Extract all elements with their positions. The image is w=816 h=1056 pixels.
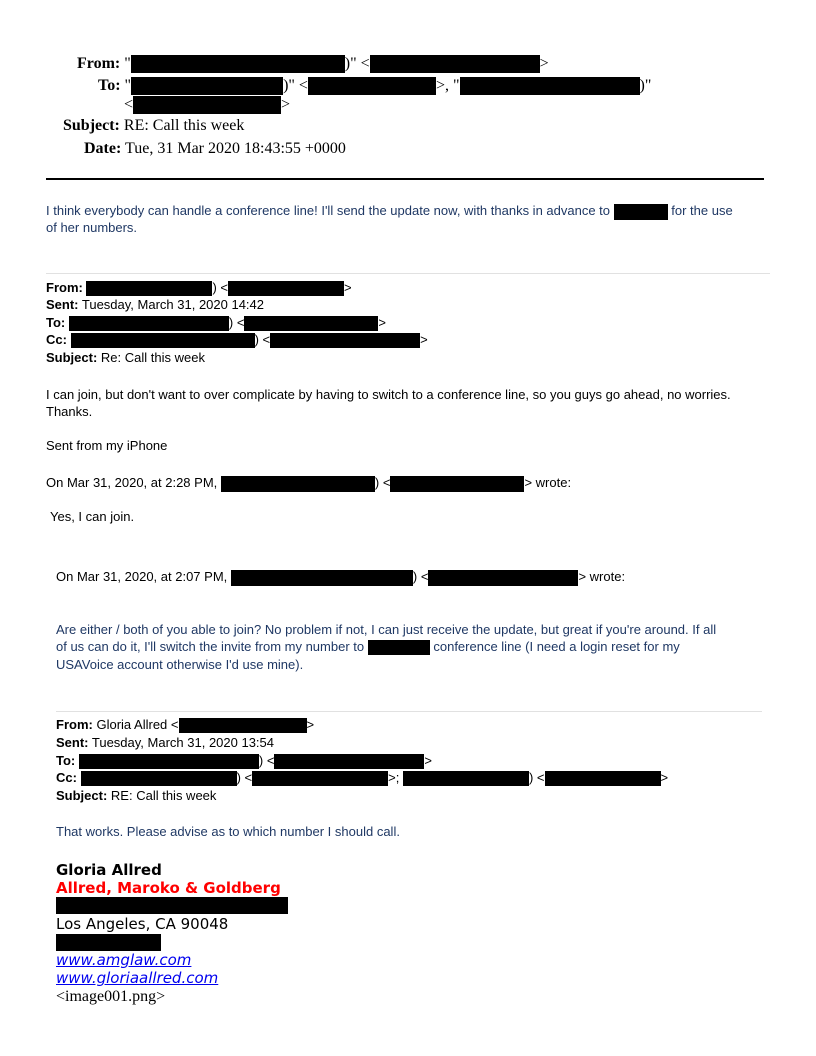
quote2-body-line3: USAVoice account otherwise I'd use mine). bbox=[56, 657, 304, 672]
email2-to-label: To: bbox=[46, 315, 66, 330]
section-divider bbox=[56, 711, 762, 712]
redacted-block bbox=[221, 476, 375, 492]
header-date-label: Date: bbox=[84, 140, 122, 157]
redacted-block bbox=[308, 77, 436, 95]
signature-name: Gloria Allred bbox=[56, 861, 162, 879]
amglaw-link[interactable]: www.amglaw.com bbox=[56, 951, 192, 969]
redacted-block bbox=[56, 934, 161, 951]
header-subject-label: Subject: bbox=[63, 117, 120, 134]
header-to-row-continued: < > bbox=[124, 96, 291, 113]
email3-from-label: From: bbox=[56, 717, 93, 732]
header-to-row: To: " )" < >, " )" bbox=[98, 77, 652, 94]
redacted-block bbox=[614, 204, 668, 220]
email3-body: That works. Please advise as to which number I should call. bbox=[56, 824, 400, 839]
email3-sent-value: Tuesday, March 31, 2020 13:54 bbox=[91, 735, 275, 750]
email3-subject-row bbox=[56, 787, 216, 804]
email2-cc-label: Cc: bbox=[46, 332, 67, 347]
redacted-block bbox=[86, 281, 212, 296]
signature-address-redacted bbox=[56, 896, 288, 914]
redacted-block bbox=[179, 718, 307, 733]
redacted-block bbox=[252, 771, 388, 786]
email3-to-label: To: bbox=[56, 753, 76, 768]
header-subject-value: RE: Call this week bbox=[123, 117, 245, 134]
redacted-block bbox=[390, 476, 524, 492]
email2-body-line1: I can join, but don't want to over complicate by having to switch to a conference line, so you guys go ahead, no worries. bbox=[46, 387, 731, 402]
email2-body-line2: Thanks. bbox=[46, 404, 93, 419]
reply1-text: I think everybody can handle a conference line! I'll send the update now, with thanks in advance to bbox=[46, 203, 611, 218]
redacted-block bbox=[81, 771, 237, 786]
redacted-block bbox=[69, 316, 229, 331]
redacted-block bbox=[274, 754, 424, 769]
email3-sent-label: Sent: bbox=[56, 735, 89, 750]
redacted-block bbox=[228, 281, 344, 296]
email2-subject-row bbox=[46, 349, 205, 366]
redacted-block bbox=[428, 570, 578, 586]
quote1-body: Yes, I can join. bbox=[50, 509, 135, 524]
email2-sent-row bbox=[46, 296, 264, 313]
redacted-block bbox=[368, 640, 430, 655]
gloriaallred-link[interactable]: www.gloriaallred.com bbox=[56, 969, 219, 987]
email3-to-row: To: ) < > bbox=[56, 753, 433, 768]
email2-from-row: From: ) < > bbox=[46, 280, 352, 295]
email2-sent-label: Sent: bbox=[46, 297, 79, 312]
email2-cc-row: Cc: ) < > bbox=[46, 332, 428, 347]
redacted-block bbox=[131, 55, 345, 73]
redacted-block bbox=[231, 570, 413, 586]
redacted-block bbox=[460, 77, 640, 95]
reply1-line2 bbox=[46, 219, 137, 236]
redacted-block bbox=[71, 333, 255, 348]
email2-subject-value: Re: Call this week bbox=[100, 350, 205, 365]
email2-from-label: From: bbox=[46, 280, 83, 295]
signature-phone-redacted bbox=[56, 933, 161, 951]
reply1-text: for the use bbox=[671, 203, 733, 218]
email2-signature: Sent from my iPhone bbox=[46, 438, 168, 453]
email3-sent-row bbox=[56, 734, 274, 751]
redacted-block bbox=[545, 771, 661, 786]
signature-city: Los Angeles, CA 90048 bbox=[56, 915, 229, 933]
email3-cc-row: Cc: ) < >; ) < > bbox=[56, 770, 669, 785]
email3-cc-label: Cc: bbox=[56, 770, 77, 785]
header-to-label: To: bbox=[98, 77, 121, 94]
redacted-block bbox=[403, 771, 529, 786]
email2-to-row: To: ) < > bbox=[46, 315, 387, 330]
quote1-attribution: On Mar 31, 2020, at 2:28 PM, ) < > wrote: bbox=[46, 475, 572, 490]
email3-from-row: From: Gloria Allred < > bbox=[56, 717, 315, 732]
email3-subject-value: RE: Call this week bbox=[110, 788, 217, 803]
email2-subject-label: Subject: bbox=[46, 350, 98, 365]
redacted-block bbox=[270, 333, 420, 348]
header-from-row: From: " )" < > bbox=[77, 55, 549, 72]
header-divider bbox=[46, 178, 764, 180]
redacted-block bbox=[131, 77, 283, 95]
header-date-value: Tue, 31 Mar 2020 18:43:55 +0000 bbox=[125, 140, 346, 157]
redacted-block bbox=[79, 754, 259, 769]
section-divider bbox=[46, 273, 770, 274]
header-subject-row bbox=[63, 116, 244, 136]
signature-link-gloriaallred bbox=[56, 969, 218, 987]
quote2-body-line1: Are either / both of you able to join? No problem if not, I can just receive the update, but great if you're around. If all bbox=[56, 622, 717, 637]
reply1-text: of her numbers. bbox=[46, 220, 138, 235]
redacted-block bbox=[244, 316, 378, 331]
quote2-attribution: On Mar 31, 2020, at 2:07 PM, ) < > wrote: bbox=[56, 569, 626, 584]
redacted-block bbox=[56, 897, 288, 914]
signature-link-amglaw bbox=[56, 951, 191, 969]
quote: " bbox=[124, 55, 131, 72]
email3-from-value: Gloria Allred bbox=[96, 717, 168, 732]
header-date-row bbox=[84, 139, 346, 159]
attachment-placeholder: <image001.png> bbox=[56, 988, 166, 1005]
quote2-body-line2: of us can do it, I'll switch the invite from my number to conference line (I need a login reset for my bbox=[56, 639, 680, 654]
email2-sent-value: Tuesday, March 31, 2020 14:42 bbox=[81, 297, 265, 312]
signature-firm: Allred, Maroko & Goldberg bbox=[56, 879, 281, 897]
redacted-block bbox=[370, 55, 540, 73]
header-from-label: From: bbox=[77, 55, 121, 72]
reply1-line1 bbox=[46, 202, 733, 220]
redacted-block bbox=[133, 96, 281, 114]
email3-subject-label: Subject: bbox=[56, 788, 108, 803]
